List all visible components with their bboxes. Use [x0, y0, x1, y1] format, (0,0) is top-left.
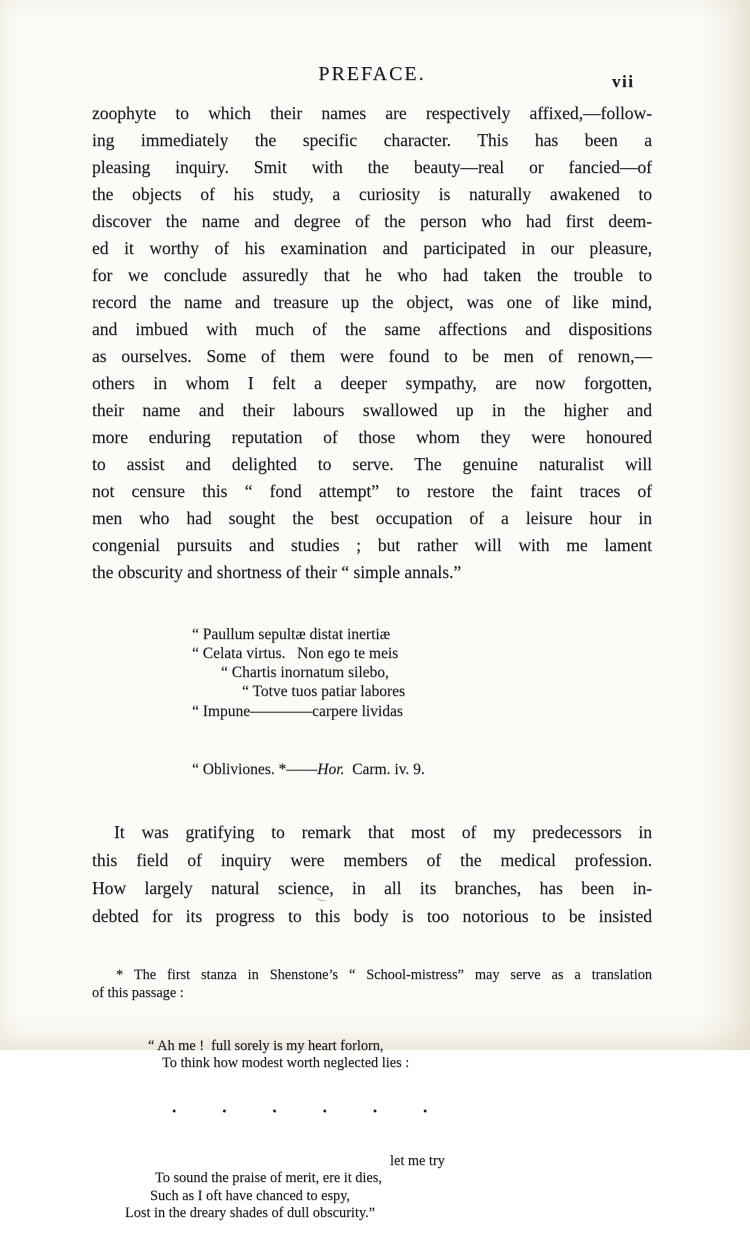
text-line: record the name and treasure up the object, was one of like mind,: [92, 292, 652, 312]
text-line: congenial pursuits and studies ; but rather will with me lament: [92, 535, 652, 555]
text-line: to assist and delighted to serve. The genuine naturalist will: [92, 454, 652, 474]
page-number: vii: [612, 72, 635, 91]
text-line: the obscurity and shortness of their “ simple annals.”: [92, 562, 462, 582]
verse-line: “ Impune————carpere lividas: [192, 702, 403, 720]
page-header: [92, 63, 652, 86]
text-line: debted for its progress to this body is too notorious to be insisted: [92, 905, 652, 926]
footnote-verse-line: “ Ah me ! full sorely is my heart forlorn,: [148, 1037, 384, 1054]
footnote-line: * The first stanza in Shenstone’s “ School-mistress” may serve as a translation: [116, 966, 652, 983]
footnote: [92, 930, 652, 1259]
text-line: this field of inquiry were members of the medical profession.: [92, 849, 652, 870]
text-line: for we conclude assuredly that he who had taken the trouble to: [92, 265, 652, 285]
verse-line: “ Chartis inornatum silebo,: [221, 664, 389, 682]
verse-line: “ Celata virtus. Non ego te meis: [192, 644, 399, 662]
ellipsis-dot: •: [322, 1103, 327, 1118]
verse-line: “ Paullum sepultæ distat inertiæ: [192, 625, 391, 643]
footnote-verse-bottom: [92, 1153, 652, 1223]
ellipsis-asterisk-row: [172, 1105, 652, 1117]
ellipsis-dot: •: [423, 1103, 428, 1118]
text-line: pleasing inquiry. Smit with the beauty—real or fancied—of: [92, 157, 652, 177]
ellipsis-dot: •: [172, 1103, 177, 1118]
footnote-verse-line: Lost in the dreary shades of dull obscurity.”: [125, 1205, 375, 1222]
ellipsis-dot: •: [272, 1103, 277, 1118]
text-line: ed it worthy of his examination and participated in our pleasure,: [92, 238, 652, 258]
text-line: not censure this “ fond attempt” to restore the faint traces of: [92, 481, 652, 501]
citation-post: Carm. iv. 9.: [344, 760, 425, 778]
text-line: more enduring reputation of those whom they were honoured: [92, 427, 652, 447]
paragraph-2: [92, 818, 652, 930]
verse-citation: [192, 760, 652, 779]
running-title: PREFACE.: [318, 63, 426, 85]
text-line: others in whom I felt a deeper sympathy, are now forgotten,: [92, 373, 652, 393]
text-line: men who had sought the best occupation of a leisure hour in: [92, 508, 652, 528]
verse-line: “ Totve tuos patiar labores: [242, 683, 406, 701]
footnote-verse-line: let me try: [390, 1152, 445, 1169]
text-line: their name and their labours swallowed up in the higher and: [92, 400, 652, 420]
citation-author: Hor.: [317, 760, 345, 778]
paragraph-1: [92, 100, 652, 586]
footnote-verse-top: [92, 1038, 652, 1073]
latin-verse-lines: [192, 625, 652, 721]
ellipsis-dot: •: [222, 1103, 227, 1118]
text-line: and imbued with much of the same affections and dispositions: [92, 319, 652, 339]
text-line: ing immediately the specific character. This has been a: [92, 130, 652, 150]
text-block: [92, 100, 652, 1259]
text-line: as ourselves. Some of them were found to be men of renown,—: [92, 346, 652, 366]
text-line: discover the name and degree of the person who had first deem-: [92, 211, 652, 231]
latin-verse: [92, 586, 652, 818]
text-line: the objects of his study, a curiosity is naturally awakened to: [92, 184, 652, 204]
citation-pre: “ Obliviones. *——: [192, 760, 318, 778]
text-line: zoophyte to which their names are respectively affixed,—follow-: [92, 103, 652, 123]
text-line: How largely natural science, in all its branches, has been in-: [92, 877, 652, 898]
text-line: It was gratifying to remark that most of my predecessors in: [114, 821, 652, 842]
footnote-verse-line: Such as I oft have chanced to espy,: [150, 1187, 350, 1204]
ellipsis-dot: •: [372, 1103, 378, 1118]
footnote-line: of this passage :: [92, 984, 184, 1001]
footnote-verse-line: To sound the praise of merit, ere it dies,: [155, 1170, 382, 1187]
footnote-intro: [92, 966, 652, 1002]
footnote-verse-line: To think how modest worth neglected lies :: [162, 1055, 410, 1072]
